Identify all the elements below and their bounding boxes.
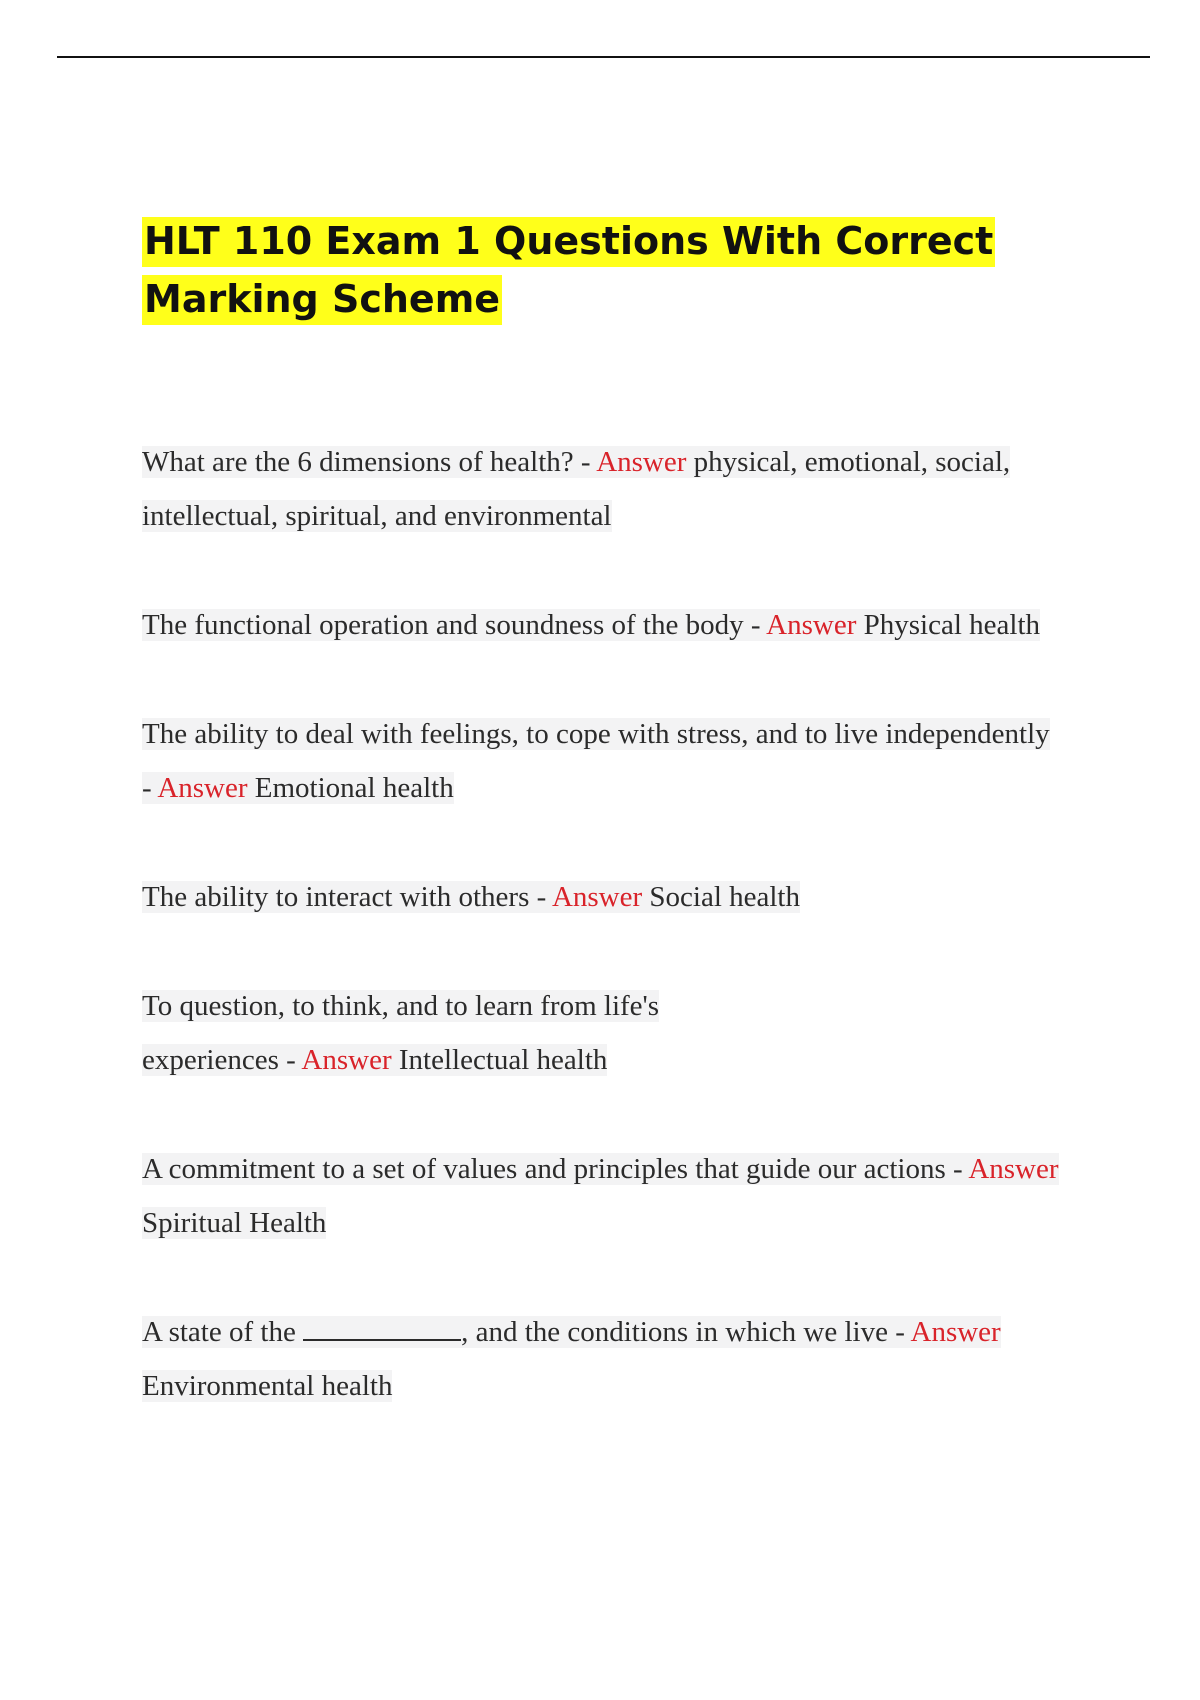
- qa-item-3: [142, 707, 1062, 815]
- question-text-continued: , and the conditions in which we live: [461, 1316, 888, 1348]
- qa-item-6: [142, 1142, 1062, 1250]
- separator: -: [743, 609, 767, 641]
- answer-label: Answer: [766, 609, 857, 641]
- qa-item-2: [142, 598, 1062, 652]
- header-rule: [57, 56, 1150, 58]
- qa-item-7: [142, 1305, 1062, 1413]
- qa-item-5: [142, 979, 1062, 1087]
- separator: -: [945, 1153, 969, 1185]
- answer-text: Emotional health: [254, 772, 454, 804]
- answer-label: Answer: [596, 446, 687, 478]
- question-text: To question, to think, and to learn from life's: [142, 990, 660, 1022]
- answer-text: Intellectual health: [398, 1044, 608, 1076]
- answer-text: Environmental health: [142, 1370, 393, 1402]
- separator: -: [887, 1316, 911, 1348]
- qa-item-4: [142, 870, 1062, 924]
- separator: -: [278, 1044, 302, 1076]
- qa-item-1: [142, 435, 1062, 543]
- answer-label: Answer: [157, 772, 248, 804]
- answer-label: Answer: [551, 881, 643, 913]
- separator: -: [529, 881, 552, 913]
- question-text: A state of the: [142, 1316, 296, 1348]
- document-title: [142, 212, 1042, 328]
- answer-text: Physical health: [863, 609, 1041, 641]
- title-line-2: Marking Scheme: [142, 275, 502, 325]
- separator: -: [142, 772, 158, 804]
- question-text: A commitment to a set of values and principles that guide our actions: [142, 1153, 946, 1185]
- question-text: What are the 6 dimensions of health?: [142, 446, 574, 478]
- answer-label: Answer: [301, 1044, 392, 1076]
- separator: -: [573, 446, 597, 478]
- question-text: The functional operation and soundness of the body: [142, 609, 744, 641]
- answer-label: Answer: [968, 1153, 1059, 1185]
- answer-text: Social health: [649, 881, 800, 913]
- question-text: The ability to interact with others: [142, 881, 530, 913]
- question-text-continued: experiences: [142, 1044, 279, 1076]
- question-text: The ability to deal with feelings, to cope with stress, and to live independently: [142, 718, 1050, 750]
- answer-text: physical, emotional, social, intellectual, spiritual, and environmental: [142, 446, 1011, 532]
- answer-text: Spiritual Health: [142, 1207, 327, 1239]
- answer-label: Answer: [910, 1316, 1001, 1348]
- question-list: [142, 435, 1062, 1468]
- fill-in-blank: [303, 1317, 461, 1341]
- title-line-1: HLT 110 Exam 1 Questions With Correct: [142, 217, 995, 267]
